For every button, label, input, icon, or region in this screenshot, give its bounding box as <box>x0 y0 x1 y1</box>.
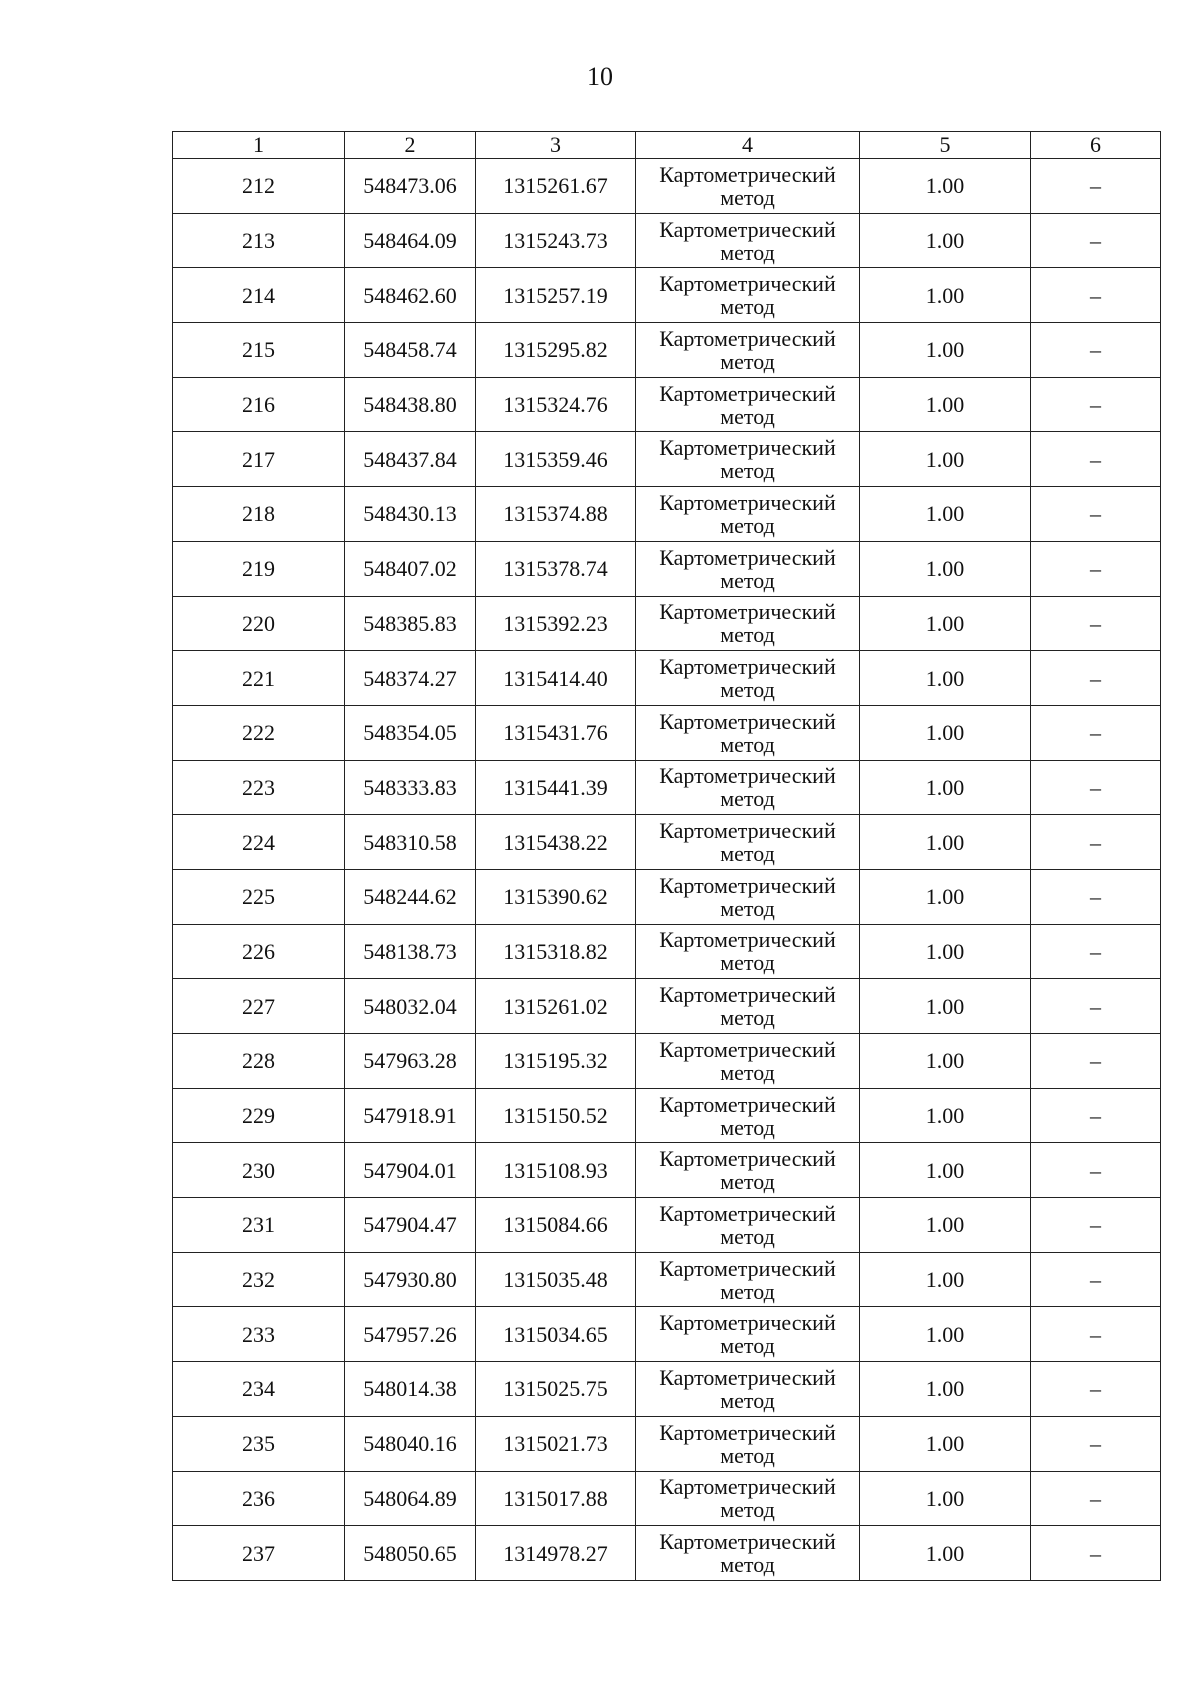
method-line-2: метод <box>720 731 775 757</box>
method-line-1: Картометрический <box>659 435 836 461</box>
point-number-cell: 212 <box>173 159 345 214</box>
method-line-2: метод <box>720 1169 775 1195</box>
x-coordinate-cell: 548354.05 <box>345 705 476 760</box>
method-line-2: метод <box>720 950 775 976</box>
method-line-2: метод <box>720 348 775 374</box>
note-cell: – <box>1031 1471 1161 1526</box>
table-row <box>173 541 1161 596</box>
y-coordinate-cell: 1315084.66 <box>476 1198 636 1253</box>
note-cell: – <box>1031 596 1161 651</box>
point-number-cell: 226 <box>173 924 345 979</box>
table-row <box>173 869 1161 924</box>
method-cell <box>636 377 860 432</box>
header-cell: 2 <box>345 132 476 159</box>
method-cell <box>636 1252 860 1307</box>
method-cell <box>636 1416 860 1471</box>
y-coordinate-cell: 1315108.93 <box>476 1143 636 1198</box>
table-row <box>173 377 1161 432</box>
point-number-cell: 236 <box>173 1471 345 1526</box>
point-number-cell: 229 <box>173 1088 345 1143</box>
method-line-1: Картометрический <box>659 380 836 406</box>
note-cell: – <box>1031 1034 1161 1089</box>
y-coordinate-cell: 1315392.23 <box>476 596 636 651</box>
accuracy-cell: 1.00 <box>860 1034 1031 1089</box>
method-line-2: метод <box>720 622 775 648</box>
method-line-1: Картометрический <box>659 271 836 297</box>
method-line-1: Картометрический <box>659 1255 836 1281</box>
table-row <box>173 979 1161 1034</box>
table-row <box>173 1143 1161 1198</box>
table-row <box>173 268 1161 323</box>
method-line-2: метод <box>720 841 775 867</box>
x-coordinate-cell: 548407.02 <box>345 541 476 596</box>
coordinates-table <box>172 131 1161 1581</box>
note-cell: – <box>1031 651 1161 706</box>
accuracy-cell: 1.00 <box>860 432 1031 487</box>
y-coordinate-cell: 1314978.27 <box>476 1526 636 1581</box>
method-line-1: Картометрический <box>659 216 836 242</box>
method-line-2: метод <box>720 1497 775 1523</box>
y-coordinate-cell: 1315017.88 <box>476 1471 636 1526</box>
point-number-cell: 235 <box>173 1416 345 1471</box>
method-cell <box>636 1198 860 1253</box>
y-coordinate-cell: 1315035.48 <box>476 1252 636 1307</box>
table-header-row <box>173 132 1161 159</box>
note-cell: – <box>1031 541 1161 596</box>
y-coordinate-cell: 1315318.82 <box>476 924 636 979</box>
method-cell <box>636 596 860 651</box>
table-row <box>173 815 1161 870</box>
method-line-1: Картометрический <box>659 1364 836 1390</box>
x-coordinate-cell: 547904.47 <box>345 1198 476 1253</box>
method-cell <box>636 541 860 596</box>
table-row <box>173 1416 1161 1471</box>
method-line-2: метод <box>720 1005 775 1031</box>
y-coordinate-cell: 1315295.82 <box>476 323 636 378</box>
method-cell <box>636 159 860 214</box>
method-line-1: Картометрический <box>659 325 836 351</box>
point-number-cell: 230 <box>173 1143 345 1198</box>
method-line-2: метод <box>720 1278 775 1304</box>
point-number-cell: 234 <box>173 1362 345 1417</box>
method-line-1: Картометрический <box>659 1529 836 1555</box>
method-line-2: метод <box>720 567 775 593</box>
method-cell <box>636 760 860 815</box>
note-cell: – <box>1031 487 1161 542</box>
method-cell <box>636 1471 860 1526</box>
y-coordinate-cell: 1315438.22 <box>476 815 636 870</box>
table-row <box>173 213 1161 268</box>
method-cell <box>636 1526 860 1581</box>
method-cell <box>636 651 860 706</box>
method-line-1: Картометрический <box>659 599 836 625</box>
table-row <box>173 1526 1161 1581</box>
y-coordinate-cell: 1315261.67 <box>476 159 636 214</box>
method-cell <box>636 323 860 378</box>
note-cell: – <box>1031 1526 1161 1581</box>
note-cell: – <box>1031 432 1161 487</box>
header-cell: 4 <box>636 132 860 159</box>
note-cell: – <box>1031 1198 1161 1253</box>
accuracy-cell: 1.00 <box>860 1088 1031 1143</box>
y-coordinate-cell: 1315021.73 <box>476 1416 636 1471</box>
y-coordinate-cell: 1315261.02 <box>476 979 636 1034</box>
method-cell <box>636 213 860 268</box>
note-cell: – <box>1031 159 1161 214</box>
point-number-cell: 228 <box>173 1034 345 1089</box>
point-number-cell: 231 <box>173 1198 345 1253</box>
method-line-1: Картометрический <box>659 708 836 734</box>
note-cell: – <box>1031 760 1161 815</box>
x-coordinate-cell: 548014.38 <box>345 1362 476 1417</box>
y-coordinate-cell: 1315195.32 <box>476 1034 636 1089</box>
x-coordinate-cell: 548333.83 <box>345 760 476 815</box>
method-cell <box>636 979 860 1034</box>
method-line-1: Картометрический <box>659 161 836 187</box>
x-coordinate-cell: 548032.04 <box>345 979 476 1034</box>
x-coordinate-cell: 548374.27 <box>345 651 476 706</box>
accuracy-cell: 1.00 <box>860 869 1031 924</box>
y-coordinate-cell: 1315025.75 <box>476 1362 636 1417</box>
point-number-cell: 214 <box>173 268 345 323</box>
method-line-2: метод <box>720 1442 775 1468</box>
y-coordinate-cell: 1315378.74 <box>476 541 636 596</box>
y-coordinate-cell: 1315441.39 <box>476 760 636 815</box>
y-coordinate-cell: 1315034.65 <box>476 1307 636 1362</box>
x-coordinate-cell: 548385.83 <box>345 596 476 651</box>
accuracy-cell: 1.00 <box>860 1307 1031 1362</box>
point-number-cell: 232 <box>173 1252 345 1307</box>
point-number-cell: 216 <box>173 377 345 432</box>
method-line-1: Картометрический <box>659 1474 836 1500</box>
point-number-cell: 224 <box>173 815 345 870</box>
note-cell: – <box>1031 1252 1161 1307</box>
method-line-2: метод <box>720 1552 775 1578</box>
method-cell <box>636 1088 860 1143</box>
point-number-cell: 225 <box>173 869 345 924</box>
method-line-1: Картометрический <box>659 1310 836 1336</box>
y-coordinate-cell: 1315390.62 <box>476 869 636 924</box>
accuracy-cell: 1.00 <box>860 596 1031 651</box>
y-coordinate-cell: 1315374.88 <box>476 487 636 542</box>
note-cell: – <box>1031 323 1161 378</box>
note-cell: – <box>1031 1143 1161 1198</box>
method-line-2: метод <box>720 677 775 703</box>
method-line-2: метод <box>720 458 775 484</box>
x-coordinate-cell: 548438.80 <box>345 377 476 432</box>
table-row <box>173 323 1161 378</box>
method-cell <box>636 432 860 487</box>
method-cell <box>636 869 860 924</box>
table-row <box>173 1471 1161 1526</box>
point-number-cell: 233 <box>173 1307 345 1362</box>
accuracy-cell: 1.00 <box>860 1526 1031 1581</box>
point-number-cell: 223 <box>173 760 345 815</box>
method-cell <box>636 1034 860 1089</box>
method-line-1: Картометрический <box>659 872 836 898</box>
table-row <box>173 596 1161 651</box>
accuracy-cell: 1.00 <box>860 377 1031 432</box>
header-cell: 1 <box>173 132 345 159</box>
note-cell: – <box>1031 268 1161 323</box>
method-line-1: Картометрический <box>659 818 836 844</box>
note-cell: – <box>1031 705 1161 760</box>
point-number-cell: 227 <box>173 979 345 1034</box>
y-coordinate-cell: 1315243.73 <box>476 213 636 268</box>
table-row <box>173 487 1161 542</box>
point-number-cell: 222 <box>173 705 345 760</box>
accuracy-cell: 1.00 <box>860 651 1031 706</box>
x-coordinate-cell: 547957.26 <box>345 1307 476 1362</box>
x-coordinate-cell: 548064.89 <box>345 1471 476 1526</box>
table-row <box>173 1198 1161 1253</box>
table-row <box>173 651 1161 706</box>
method-line-2: метод <box>720 895 775 921</box>
note-cell: – <box>1031 1307 1161 1362</box>
x-coordinate-cell: 548050.65 <box>345 1526 476 1581</box>
accuracy-cell: 1.00 <box>860 213 1031 268</box>
table-row <box>173 1034 1161 1089</box>
x-coordinate-cell: 548310.58 <box>345 815 476 870</box>
table-row <box>173 760 1161 815</box>
method-line-2: метод <box>720 184 775 210</box>
method-line-1: Картометрический <box>659 544 836 570</box>
y-coordinate-cell: 1315324.76 <box>476 377 636 432</box>
table-row <box>173 924 1161 979</box>
y-coordinate-cell: 1315257.19 <box>476 268 636 323</box>
method-line-1: Картометрический <box>659 763 836 789</box>
method-line-1: Картометрический <box>659 1036 836 1062</box>
method-cell <box>636 487 860 542</box>
table-row <box>173 1252 1161 1307</box>
method-line-1: Картометрический <box>659 1091 836 1117</box>
point-number-cell: 215 <box>173 323 345 378</box>
method-line-1: Картометрический <box>659 489 836 515</box>
note-cell: – <box>1031 1362 1161 1417</box>
method-cell <box>636 705 860 760</box>
x-coordinate-cell: 548437.84 <box>345 432 476 487</box>
method-cell <box>636 1143 860 1198</box>
x-coordinate-cell: 547963.28 <box>345 1034 476 1089</box>
note-cell: – <box>1031 869 1161 924</box>
table-body <box>173 159 1161 1581</box>
point-number-cell: 217 <box>173 432 345 487</box>
accuracy-cell: 1.00 <box>860 705 1031 760</box>
accuracy-cell: 1.00 <box>860 760 1031 815</box>
method-line-2: метод <box>720 1114 775 1140</box>
method-line-2: метод <box>720 1387 775 1413</box>
x-coordinate-cell: 547918.91 <box>345 1088 476 1143</box>
method-cell <box>636 1307 860 1362</box>
note-cell: – <box>1031 979 1161 1034</box>
method-line-1: Картометрический <box>659 927 836 953</box>
note-cell: – <box>1031 815 1161 870</box>
header-cell: 6 <box>1031 132 1161 159</box>
table-row <box>173 159 1161 214</box>
table-row <box>173 1362 1161 1417</box>
method-line-2: метод <box>720 294 775 320</box>
method-cell <box>636 1362 860 1417</box>
accuracy-cell: 1.00 <box>860 979 1031 1034</box>
x-coordinate-cell: 548138.73 <box>345 924 476 979</box>
x-coordinate-cell: 547930.80 <box>345 1252 476 1307</box>
method-line-2: метод <box>720 786 775 812</box>
y-coordinate-cell: 1315359.46 <box>476 432 636 487</box>
accuracy-cell: 1.00 <box>860 1471 1031 1526</box>
accuracy-cell: 1.00 <box>860 924 1031 979</box>
y-coordinate-cell: 1315431.76 <box>476 705 636 760</box>
header-cell: 3 <box>476 132 636 159</box>
method-line-2: метод <box>720 1223 775 1249</box>
method-line-2: метод <box>720 512 775 538</box>
x-coordinate-cell: 548040.16 <box>345 1416 476 1471</box>
method-line-2: метод <box>720 1333 775 1359</box>
accuracy-cell: 1.00 <box>860 159 1031 214</box>
method-line-1: Картометрический <box>659 654 836 680</box>
accuracy-cell: 1.00 <box>860 1362 1031 1417</box>
point-number-cell: 219 <box>173 541 345 596</box>
x-coordinate-cell: 547904.01 <box>345 1143 476 1198</box>
accuracy-cell: 1.00 <box>860 1198 1031 1253</box>
method-line-2: метод <box>720 239 775 265</box>
table-row <box>173 432 1161 487</box>
x-coordinate-cell: 548430.13 <box>345 487 476 542</box>
accuracy-cell: 1.00 <box>860 1416 1031 1471</box>
note-cell: – <box>1031 1416 1161 1471</box>
table-row <box>173 1307 1161 1362</box>
method-cell <box>636 268 860 323</box>
method-cell <box>636 924 860 979</box>
page-number: 10 <box>587 62 613 91</box>
note-cell: – <box>1031 213 1161 268</box>
accuracy-cell: 1.00 <box>860 1252 1031 1307</box>
accuracy-cell: 1.00 <box>860 268 1031 323</box>
note-cell: – <box>1031 924 1161 979</box>
x-coordinate-cell: 548458.74 <box>345 323 476 378</box>
method-line-1: Картометрический <box>659 1200 836 1226</box>
note-cell: – <box>1031 377 1161 432</box>
point-number-cell: 220 <box>173 596 345 651</box>
point-number-cell: 221 <box>173 651 345 706</box>
x-coordinate-cell: 548473.06 <box>345 159 476 214</box>
method-line-1: Картометрический <box>659 982 836 1008</box>
x-coordinate-cell: 548244.62 <box>345 869 476 924</box>
point-number-cell: 213 <box>173 213 345 268</box>
method-line-2: метод <box>720 403 775 429</box>
table-row <box>173 705 1161 760</box>
note-cell: – <box>1031 1088 1161 1143</box>
header-cell: 5 <box>860 132 1031 159</box>
y-coordinate-cell: 1315150.52 <box>476 1088 636 1143</box>
method-line-1: Картометрический <box>659 1146 836 1172</box>
point-number-cell: 237 <box>173 1526 345 1581</box>
table-row <box>173 1088 1161 1143</box>
point-number-cell: 218 <box>173 487 345 542</box>
accuracy-cell: 1.00 <box>860 1143 1031 1198</box>
accuracy-cell: 1.00 <box>860 815 1031 870</box>
x-coordinate-cell: 548462.60 <box>345 268 476 323</box>
method-line-1: Картометрический <box>659 1419 836 1445</box>
accuracy-cell: 1.00 <box>860 323 1031 378</box>
x-coordinate-cell: 548464.09 <box>345 213 476 268</box>
method-line-2: метод <box>720 1059 775 1085</box>
method-cell <box>636 815 860 870</box>
accuracy-cell: 1.00 <box>860 487 1031 542</box>
accuracy-cell: 1.00 <box>860 541 1031 596</box>
y-coordinate-cell: 1315414.40 <box>476 651 636 706</box>
